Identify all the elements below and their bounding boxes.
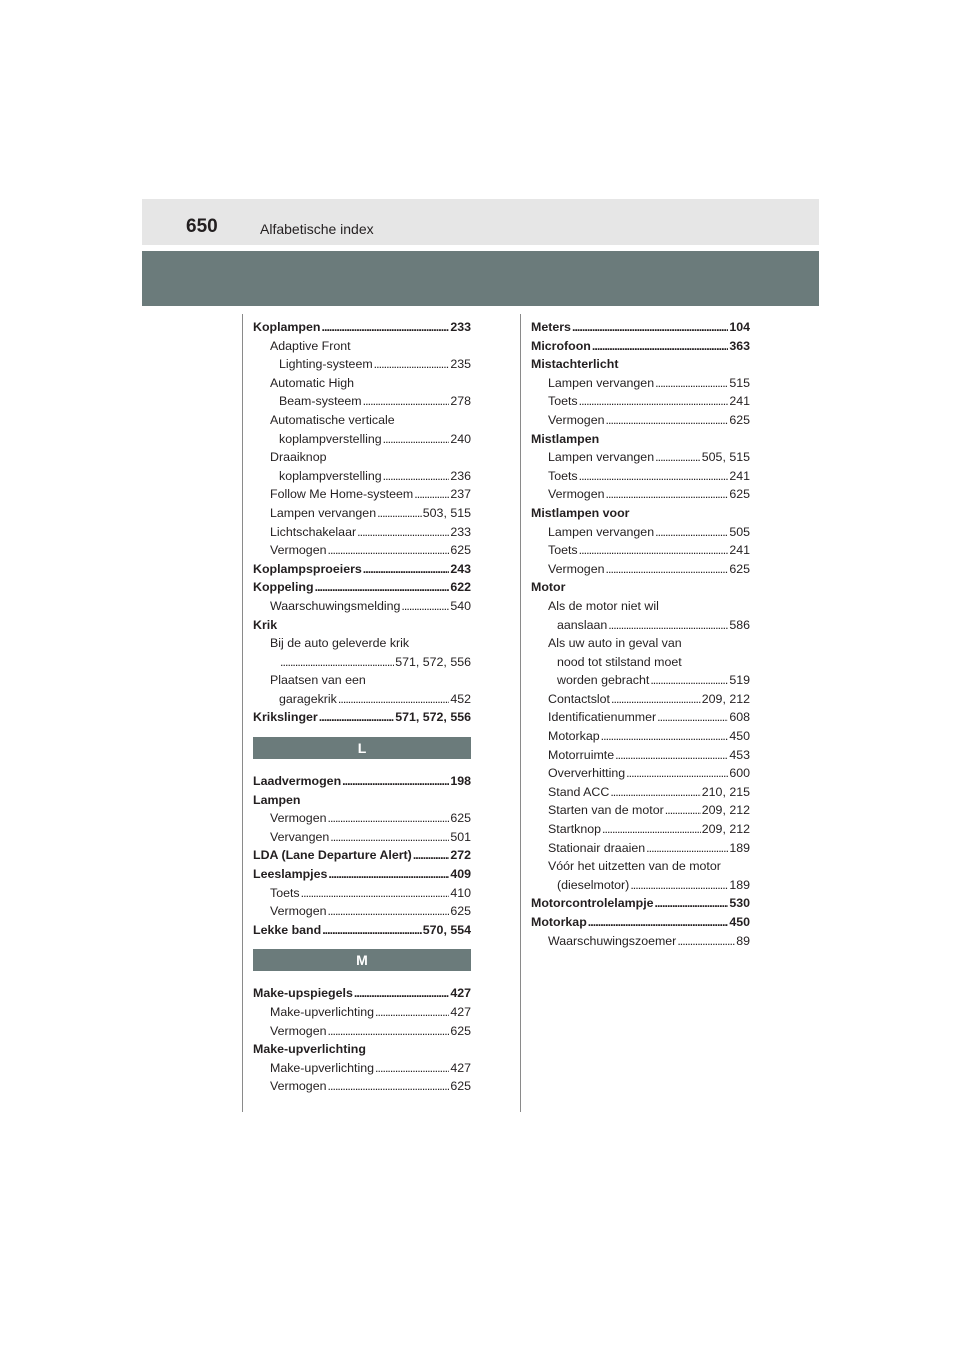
page-reference[interactable]: 450 [729, 915, 750, 929]
leader-dots [578, 467, 729, 486]
leader-dots [604, 411, 728, 430]
entry-text: Draaiknop [270, 450, 327, 465]
index-subentry [253, 1059, 471, 1078]
leader-dots [337, 690, 449, 709]
entry-text: Vermogen [270, 543, 327, 558]
page-reference[interactable]: 571, 572, 556 [395, 710, 471, 725]
entry-text: Make-upverlichting [253, 1042, 366, 1057]
page-reference[interactable]: 625 [450, 543, 471, 558]
page-reference[interactable]: 505 [729, 524, 750, 539]
entry-text: Automatic High [270, 375, 355, 390]
leader-dots [600, 727, 729, 746]
entry-text: Koplampsproeiers [253, 561, 362, 576]
entry-text: Vermogen [270, 1023, 327, 1038]
leader-dots [587, 913, 729, 932]
entry-text: Lampen [253, 792, 301, 807]
entry-text: Koppeling [253, 580, 314, 595]
leader-dots [571, 318, 728, 337]
entry-text: Stationair draaien [548, 840, 646, 855]
leader-dots [400, 597, 449, 616]
header-band [142, 251, 819, 306]
index-entry [253, 616, 471, 635]
page-reference[interactable]: 243 [450, 561, 471, 576]
index-entry [253, 984, 471, 1003]
page-reference[interactable]: 453 [729, 747, 750, 762]
leader-dots [327, 865, 449, 884]
index-subentry [253, 467, 471, 486]
page-reference[interactable]: 530 [729, 896, 750, 911]
page-reference[interactable]: 409 [450, 867, 471, 882]
leader-dots [654, 374, 728, 393]
index-subentry [531, 392, 750, 411]
leader-dots [318, 708, 394, 727]
leader-dots [578, 392, 729, 411]
index-entry [531, 504, 750, 523]
leader-dots [362, 392, 450, 411]
leader-dots [326, 1022, 449, 1041]
page-reference[interactable]: 278 [450, 394, 471, 409]
index-subentry [253, 448, 471, 467]
entry-text: koplampverstelling [279, 468, 382, 483]
page-reference[interactable]: 233 [450, 320, 471, 334]
index-entry [253, 318, 471, 337]
index-subentry [531, 876, 750, 895]
leader-dots [373, 355, 450, 374]
index-subentry [253, 809, 471, 828]
leader-dots [654, 894, 729, 913]
index-entry [531, 337, 750, 356]
leader-dots [321, 921, 422, 940]
index-entry [531, 318, 750, 337]
entry-text: Mistachterlicht [531, 357, 619, 372]
entry-text: Vermogen [270, 904, 327, 919]
index-subentry [531, 653, 750, 672]
entry-text: Laadvermogen [253, 774, 342, 789]
page-reference[interactable]: 104 [729, 320, 750, 334]
entry-text: Lampen vervangen [548, 524, 655, 539]
leader-dots [320, 318, 449, 337]
entry-text: Make-upverlichting [270, 1005, 374, 1019]
index-subentry [253, 828, 471, 847]
entry-text: Make-upverlichting [270, 1060, 374, 1075]
leader-dots [326, 1077, 449, 1096]
page-reference[interactable]: 272 [450, 848, 471, 863]
index-entry [253, 578, 471, 597]
page-reference[interactable]: 236 [450, 468, 471, 483]
index-subentry [531, 746, 750, 765]
page-reference[interactable]: 625 [729, 487, 750, 502]
page-reference[interactable]: 608 [729, 710, 750, 725]
index-subentry [531, 690, 750, 709]
index-subentry [253, 653, 471, 672]
leader-dots [326, 541, 449, 560]
index-subentry [531, 671, 750, 690]
page-reference[interactable]: 427 [450, 1005, 471, 1019]
index-entry [253, 708, 471, 727]
index-subentry [531, 597, 750, 616]
leader-dots [382, 467, 450, 486]
entry-text: Toets [548, 468, 578, 483]
page-reference[interactable]: 410 [450, 885, 471, 900]
page-reference[interactable]: 622 [450, 580, 471, 595]
leader-dots [374, 1059, 449, 1078]
leader-dots [601, 820, 701, 839]
entry-text: Plaatsen van een [270, 673, 366, 688]
leader-dots [609, 783, 700, 802]
entry-text: Follow Me Home-systeem [270, 487, 414, 502]
entry-text: Leeslampjes [253, 867, 328, 882]
entry-text: Lighting-systeem [279, 357, 373, 372]
section-letter-m: M [253, 949, 471, 971]
index-subentry [531, 932, 750, 951]
entry-text: Koplampen [253, 320, 321, 334]
page-reference[interactable]: 235 [450, 357, 471, 372]
page-reference[interactable]: 209, 212 [701, 822, 750, 837]
index-subentry [253, 597, 471, 616]
index-subentry [253, 374, 471, 393]
index-subentry [531, 560, 750, 579]
page-reference[interactable]: 450 [729, 729, 750, 744]
leader-dots [664, 801, 701, 820]
entry-text: Vóór het uitzetten van de motor [548, 859, 721, 874]
page-reference[interactable]: 209, 212 [701, 803, 750, 818]
leader-dots [614, 746, 728, 765]
entry-text: Motorkap [548, 729, 600, 744]
column-divider-left [242, 314, 243, 1112]
leader-dots [578, 541, 729, 560]
leader-dots [279, 653, 394, 672]
page-reference[interactable]: 625 [729, 561, 750, 576]
entry-text: Toets [548, 543, 578, 558]
page-reference[interactable]: 540 [450, 598, 471, 613]
index-entry [531, 913, 750, 932]
index-subentry [531, 616, 750, 635]
index-subentry [531, 839, 750, 858]
page-reference[interactable]: 503, 515 [422, 505, 471, 520]
entry-text: Contactslot [548, 691, 610, 706]
leader-dots [604, 560, 728, 579]
index-subentry [253, 337, 471, 356]
index-column-left [253, 318, 471, 1096]
page-reference[interactable]: 240 [450, 431, 471, 446]
entry-text: Waarschuwingsmelding [270, 598, 401, 613]
entry-text: Oververhitting [548, 766, 626, 781]
entry-text: Krikslinger [253, 710, 318, 725]
entry-text: nood tot stilstand moet [557, 654, 682, 669]
index-subentry [531, 801, 750, 820]
entry-text: Starten van de motor [548, 803, 664, 818]
leader-dots [607, 616, 728, 635]
index-entry [253, 791, 471, 810]
page-reference[interactable]: 501 [450, 829, 471, 844]
entry-text: Lampen vervangen [548, 450, 655, 465]
index-entry [253, 560, 471, 579]
page-reference[interactable]: 198 [450, 774, 471, 789]
index-subentry [531, 541, 750, 560]
entry-text: Als uw auto in geval van [548, 636, 682, 651]
entry-text: Adaptive Front [270, 338, 351, 353]
page-reference[interactable]: 625 [450, 904, 471, 919]
leader-dots [326, 809, 449, 828]
entry-text: Motor [531, 580, 566, 595]
page-reference[interactable]: 427 [450, 1060, 471, 1075]
entry-text: worden gebracht [557, 673, 650, 688]
entry-text: Beam-systeem [279, 394, 362, 409]
index-subentry [253, 504, 471, 523]
page-reference[interactable]: 210, 215 [701, 784, 750, 799]
entry-text: Vermogen [548, 412, 605, 427]
entry-text: Mistlampen voor [531, 505, 630, 520]
page-reference[interactable]: 625 [450, 1079, 471, 1094]
index-subentry [253, 884, 471, 903]
index-subentry [253, 634, 471, 653]
index-entry [253, 921, 471, 940]
page-reference[interactable]: 241 [729, 468, 750, 483]
index-entry [253, 772, 471, 791]
entry-text: Als de motor niet wil [548, 598, 659, 613]
index-subentry [253, 690, 471, 709]
entry-text: Make-upspiegels [253, 986, 353, 1001]
leader-dots [412, 846, 450, 865]
index-subentry [253, 411, 471, 430]
page-number: 650 [186, 216, 218, 237]
entry-text: (dieselmotor) [557, 877, 630, 892]
leader-dots [413, 485, 449, 504]
column-divider-right [520, 314, 521, 1112]
entry-text: Stand ACC [548, 784, 610, 799]
page-reference[interactable]: 625 [450, 811, 471, 826]
page-reference[interactable]: 209, 212 [701, 691, 750, 706]
index-subentry [253, 485, 471, 504]
page-reference[interactable]: 237 [450, 487, 471, 502]
leader-dots [610, 690, 701, 709]
index-subentry [253, 671, 471, 690]
index-entry [531, 430, 750, 449]
entry-text: Motorruimte [548, 747, 615, 762]
leader-dots [591, 337, 728, 356]
leader-dots [329, 828, 449, 847]
index-subentry [531, 783, 750, 802]
index-entry [531, 355, 750, 374]
index-subentry [253, 1003, 471, 1022]
index-entry [253, 846, 471, 865]
page-reference[interactable]: 363 [729, 338, 750, 353]
section-letter-l: L [253, 737, 471, 759]
leader-dots [326, 902, 449, 921]
index-entry [531, 894, 750, 913]
index-subentry [253, 355, 471, 374]
entry-text: Meters [531, 320, 571, 334]
entry-text: Vermogen [270, 1079, 327, 1094]
entry-text: Bij de auto geleverde krik [270, 636, 410, 651]
page-reference[interactable]: 189 [729, 840, 750, 855]
index-subentry [531, 485, 750, 504]
leader-dots [629, 876, 728, 895]
index-subentry [531, 634, 750, 653]
entry-text: Toets [270, 885, 300, 900]
page-reference[interactable]: 189 [729, 877, 750, 892]
page-reference[interactable]: 505, 515 [701, 450, 750, 465]
page-reference[interactable]: 625 [729, 412, 750, 427]
index-subentry [531, 467, 750, 486]
index-entry [531, 578, 750, 597]
entry-text: Vermogen [270, 811, 327, 826]
leader-dots [356, 523, 449, 542]
leader-dots [649, 671, 728, 690]
entry-text: Vervangen [270, 829, 330, 844]
page-reference[interactable]: 571, 572, 556 [395, 654, 471, 669]
index-column-right [531, 318, 750, 950]
page-reference[interactable]: 452 [450, 691, 471, 706]
index-entry [253, 1040, 471, 1059]
leader-dots [382, 430, 450, 449]
entry-text: LDA (Lane Departure Alert) [253, 848, 412, 863]
leader-dots [625, 764, 728, 783]
leader-dots [353, 984, 449, 1003]
leader-dots [314, 578, 450, 597]
entry-text: Automatische verticale [270, 412, 395, 427]
page-reference[interactable]: 519 [729, 673, 750, 688]
entry-text: Startknop [548, 822, 602, 837]
page-reference[interactable]: 625 [450, 1023, 471, 1038]
leader-dots [376, 504, 422, 523]
leader-dots [300, 884, 450, 903]
header-bar [142, 199, 819, 245]
leader-dots [656, 708, 728, 727]
leader-dots [654, 523, 728, 542]
entry-text: Lampen vervangen [270, 505, 377, 520]
leader-dots [654, 448, 701, 467]
page-reference[interactable]: 241 [729, 543, 750, 558]
entry-text: Toets [548, 394, 578, 409]
entry-text: Lampen vervangen [548, 375, 655, 390]
index-subentry [531, 727, 750, 746]
entry-text: Mistlampen [531, 431, 600, 446]
index-subentry [253, 523, 471, 542]
leader-dots [341, 772, 449, 791]
entry-text: Motorkap [531, 915, 587, 929]
page-reference[interactable]: 515 [729, 375, 750, 390]
index-subentry [253, 902, 471, 921]
index-subentry [253, 1077, 471, 1096]
index-subentry [253, 1022, 471, 1041]
entry-text: Lichtschakelaar [270, 524, 357, 539]
index-subentry [253, 430, 471, 449]
entry-text: Waarschuwingszoemer [548, 933, 677, 948]
index-subentry [531, 411, 750, 430]
entry-text: Lekke band [253, 922, 322, 937]
page-reference[interactable]: 586 [729, 617, 750, 632]
page-reference[interactable]: 570, 554 [422, 922, 471, 937]
page-reference[interactable]: 89 [736, 933, 750, 948]
leader-dots [676, 932, 735, 951]
page-reference[interactable]: 233 [450, 524, 471, 539]
index-subentry [531, 523, 750, 542]
entry-text: Microfoon [531, 338, 591, 353]
leader-dots [645, 839, 728, 858]
entry-text: Identificatienummer [548, 710, 657, 725]
entry-text: Krik [253, 617, 278, 632]
entry-text: Motorcontrolelampje [531, 896, 654, 911]
index-subentry [531, 448, 750, 467]
index-subentry [253, 392, 471, 411]
index-subentry [253, 541, 471, 560]
leader-dots [374, 1003, 449, 1022]
index-subentry [531, 820, 750, 839]
entry-text: koplampverstelling [279, 431, 382, 446]
index-subentry [531, 374, 750, 393]
leader-dots [362, 560, 450, 579]
index-entry [253, 865, 471, 884]
page-reference[interactable]: 600 [729, 766, 750, 781]
index-subentry [531, 857, 750, 876]
entry-text: Vermogen [548, 561, 605, 576]
index-subentry [531, 708, 750, 727]
page-title: Alfabetische index [260, 221, 374, 237]
page-reference[interactable]: 427 [450, 986, 471, 1001]
entry-text: Vermogen [548, 487, 605, 502]
index-subentry [531, 764, 750, 783]
page-reference[interactable]: 241 [729, 394, 750, 409]
entry-text: aanslaan [557, 617, 608, 632]
entry-text: garagekrik [279, 691, 337, 706]
leader-dots [604, 485, 728, 504]
